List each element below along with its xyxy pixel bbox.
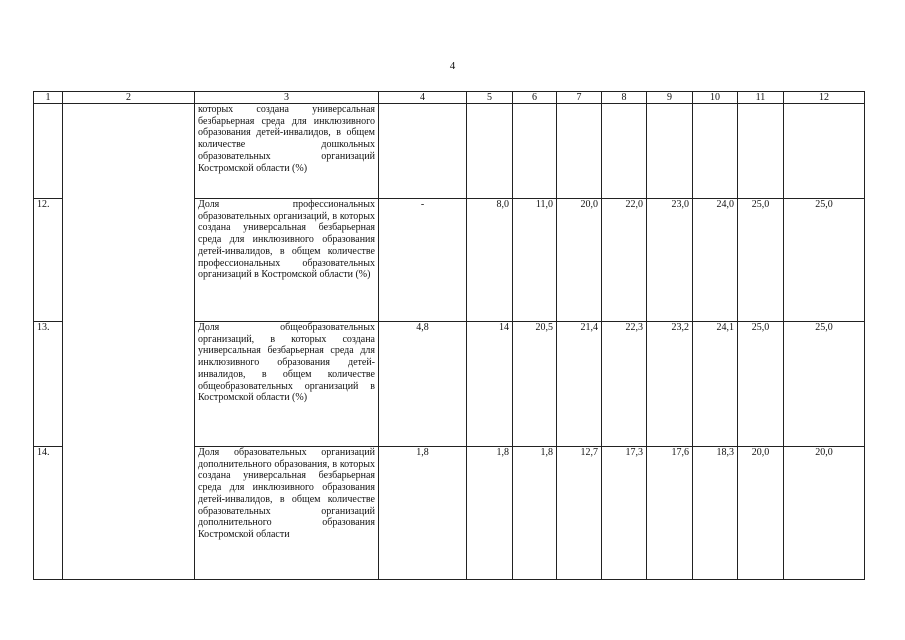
header-cell: 3 xyxy=(195,92,379,104)
value-cell: 12,7 xyxy=(557,447,602,580)
row-number xyxy=(34,104,63,199)
value-cell: 23,0 xyxy=(647,199,693,322)
program-cell xyxy=(63,104,195,580)
value-cell: 11,0 xyxy=(513,199,557,322)
indicator-text: Доля профессиональных образовательных организаций, в которых создана универсальная безбарьерная среда для инклюзивного образования детей-инвалидов, в общем количестве профессиональных образовательных организаций в Костромской области (%) xyxy=(195,199,379,322)
value-cell xyxy=(467,104,513,199)
value-cell: 17,6 xyxy=(647,447,693,580)
header-cell: 5 xyxy=(467,92,513,104)
value-cell: 18,3 xyxy=(693,447,738,580)
indicator-text: Доля общеобразовательных организаций, в которых создана универсальная безбарьерная среда для инклюзивного образования детей-инвалидов, в общем количестве общеобразовательных организаций в Костромской области (%) xyxy=(195,322,379,447)
header-cell: 2 xyxy=(63,92,195,104)
row-number: 12. xyxy=(34,199,63,322)
value-cell: 24,1 xyxy=(693,322,738,447)
value-cell: - xyxy=(379,199,467,322)
header-cell: 7 xyxy=(557,92,602,104)
header-cell: 8 xyxy=(602,92,647,104)
value-cell xyxy=(602,104,647,199)
value-cell xyxy=(513,104,557,199)
indicator-text: Доля образовательных организаций дополнительного образования, в которых создана универсальная безбарьерная среда для инклюзивного образования детей-инвалидов, в общем количестве образовательных организаций дополнительного образования Костромской области xyxy=(195,447,379,580)
header-cell: 9 xyxy=(647,92,693,104)
value-cell: 1,8 xyxy=(513,447,557,580)
value-cell: 20,0 xyxy=(784,447,865,580)
value-cell: 23,2 xyxy=(647,322,693,447)
value-cell xyxy=(693,104,738,199)
value-cell: 21,4 xyxy=(557,322,602,447)
value-cell: 1,8 xyxy=(379,447,467,580)
value-cell xyxy=(557,104,602,199)
value-cell: 14 xyxy=(467,322,513,447)
value-cell xyxy=(738,104,784,199)
value-cell: 25,0 xyxy=(784,199,865,322)
value-cell: 17,3 xyxy=(602,447,647,580)
value-cell: 25,0 xyxy=(784,322,865,447)
value-cell: 20,0 xyxy=(557,199,602,322)
value-cell: 25,0 xyxy=(738,322,784,447)
value-cell: 20,0 xyxy=(738,447,784,580)
header-row xyxy=(34,92,865,104)
table-row-continuation xyxy=(34,104,865,199)
value-cell: 24,0 xyxy=(693,199,738,322)
value-cell xyxy=(784,104,865,199)
header-cell: 10 xyxy=(693,92,738,104)
value-cell: 8,0 xyxy=(467,199,513,322)
value-cell: 25,0 xyxy=(738,199,784,322)
indicator-text: которых создана универсальная безбарьерная среда для инклюзивного образования детей-инвалидов, в общем количестве дошкольных образовательных организаций Костромской области (%) xyxy=(195,104,379,199)
value-cell xyxy=(647,104,693,199)
value-cell: 20,5 xyxy=(513,322,557,447)
value-cell: 1,8 xyxy=(467,447,513,580)
page-number: 4 xyxy=(449,60,456,72)
row-number: 13. xyxy=(34,322,63,447)
header-cell: 6 xyxy=(513,92,557,104)
row-number: 14. xyxy=(34,447,63,580)
header-cell: 4 xyxy=(379,92,467,104)
value-cell: 22,0 xyxy=(602,199,647,322)
header-cell: 12 xyxy=(784,92,865,104)
header-cell: 1 xyxy=(34,92,63,104)
value-cell: 4,8 xyxy=(379,322,467,447)
value-cell xyxy=(379,104,467,199)
value-cell: 22,3 xyxy=(602,322,647,447)
header-cell: 11 xyxy=(738,92,784,104)
indicators-table xyxy=(33,91,865,580)
